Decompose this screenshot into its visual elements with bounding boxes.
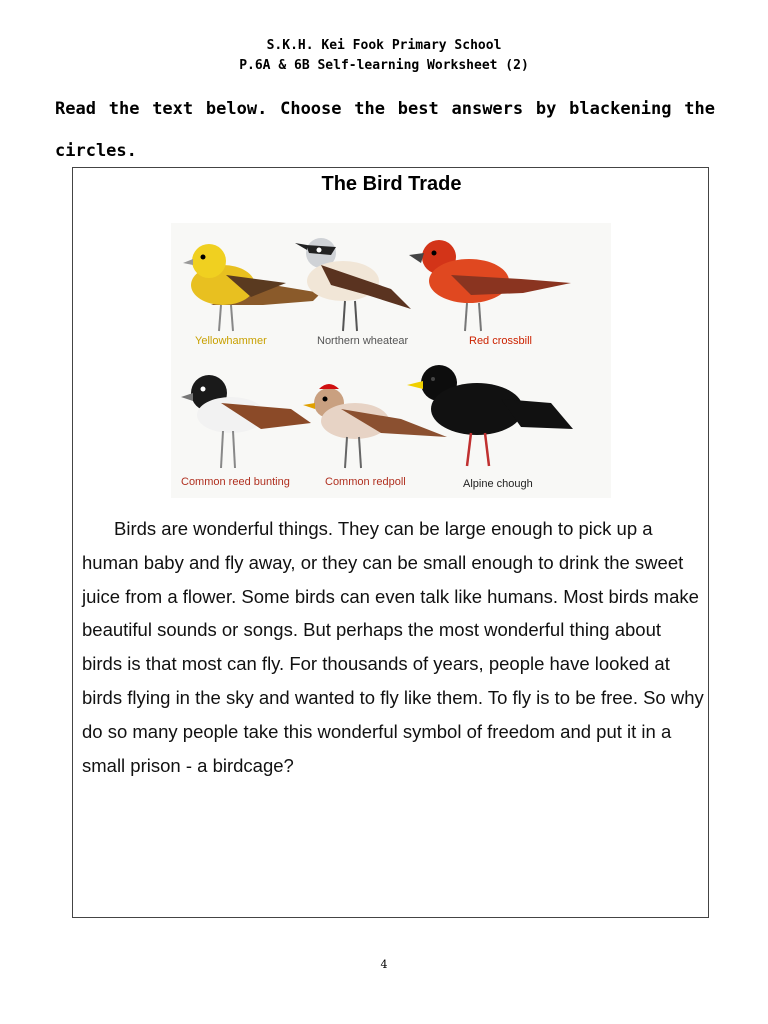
alpine-chough-illustration xyxy=(407,365,573,490)
passage-paragraph: Birds are wonderful things. They can be large enough to pick up a human baby and fly away, or they can be small enough to drink the sweet juice from a flower. Some birds can even talk like humans. Most birds make beautiful sounds or songs. But perhaps the most wonderful thing about birds is that most can fly. For thousands of years, people have looked at birds flying in the sky and wanted to fly like them. To fly is to be free. So why do so many people take this wonderful symbol of freedom and put it in a small prison - a birdcage? xyxy=(82,518,704,776)
bird-label-red-crossbill: Red crossbill xyxy=(469,335,532,347)
page-number: 4 xyxy=(380,958,388,971)
bird-label-common-redpoll: Common redpoll xyxy=(325,476,406,488)
article-title: The Bird Trade xyxy=(321,173,462,195)
common-redpoll-illustration xyxy=(303,384,447,488)
reading-passage-box xyxy=(72,167,709,918)
red-crossbill-illustration xyxy=(409,240,571,347)
bird-label-northern-wheatear: Northern wheatear xyxy=(317,335,409,347)
bird-label-yellowhammer: Yellowhammer xyxy=(195,335,267,347)
school-name: S.K.H. Kei Fook Primary School xyxy=(266,38,502,53)
bird-illustration xyxy=(171,223,611,498)
common-reed-bunting-illustration xyxy=(181,375,311,488)
instructions-line-2: circles. xyxy=(55,141,137,161)
worksheet-title: P.6A & 6B Self-learning Worksheet (2) xyxy=(239,58,529,73)
yellowhammer-illustration xyxy=(183,244,321,347)
bird-label-alpine-chough: Alpine chough xyxy=(463,478,533,490)
bird-label-common-reed-bunting: Common reed bunting xyxy=(181,476,290,488)
instructions-line-1: Read the text below. Choose the best answers by blackening the xyxy=(55,99,715,119)
reading-passage xyxy=(82,512,704,782)
